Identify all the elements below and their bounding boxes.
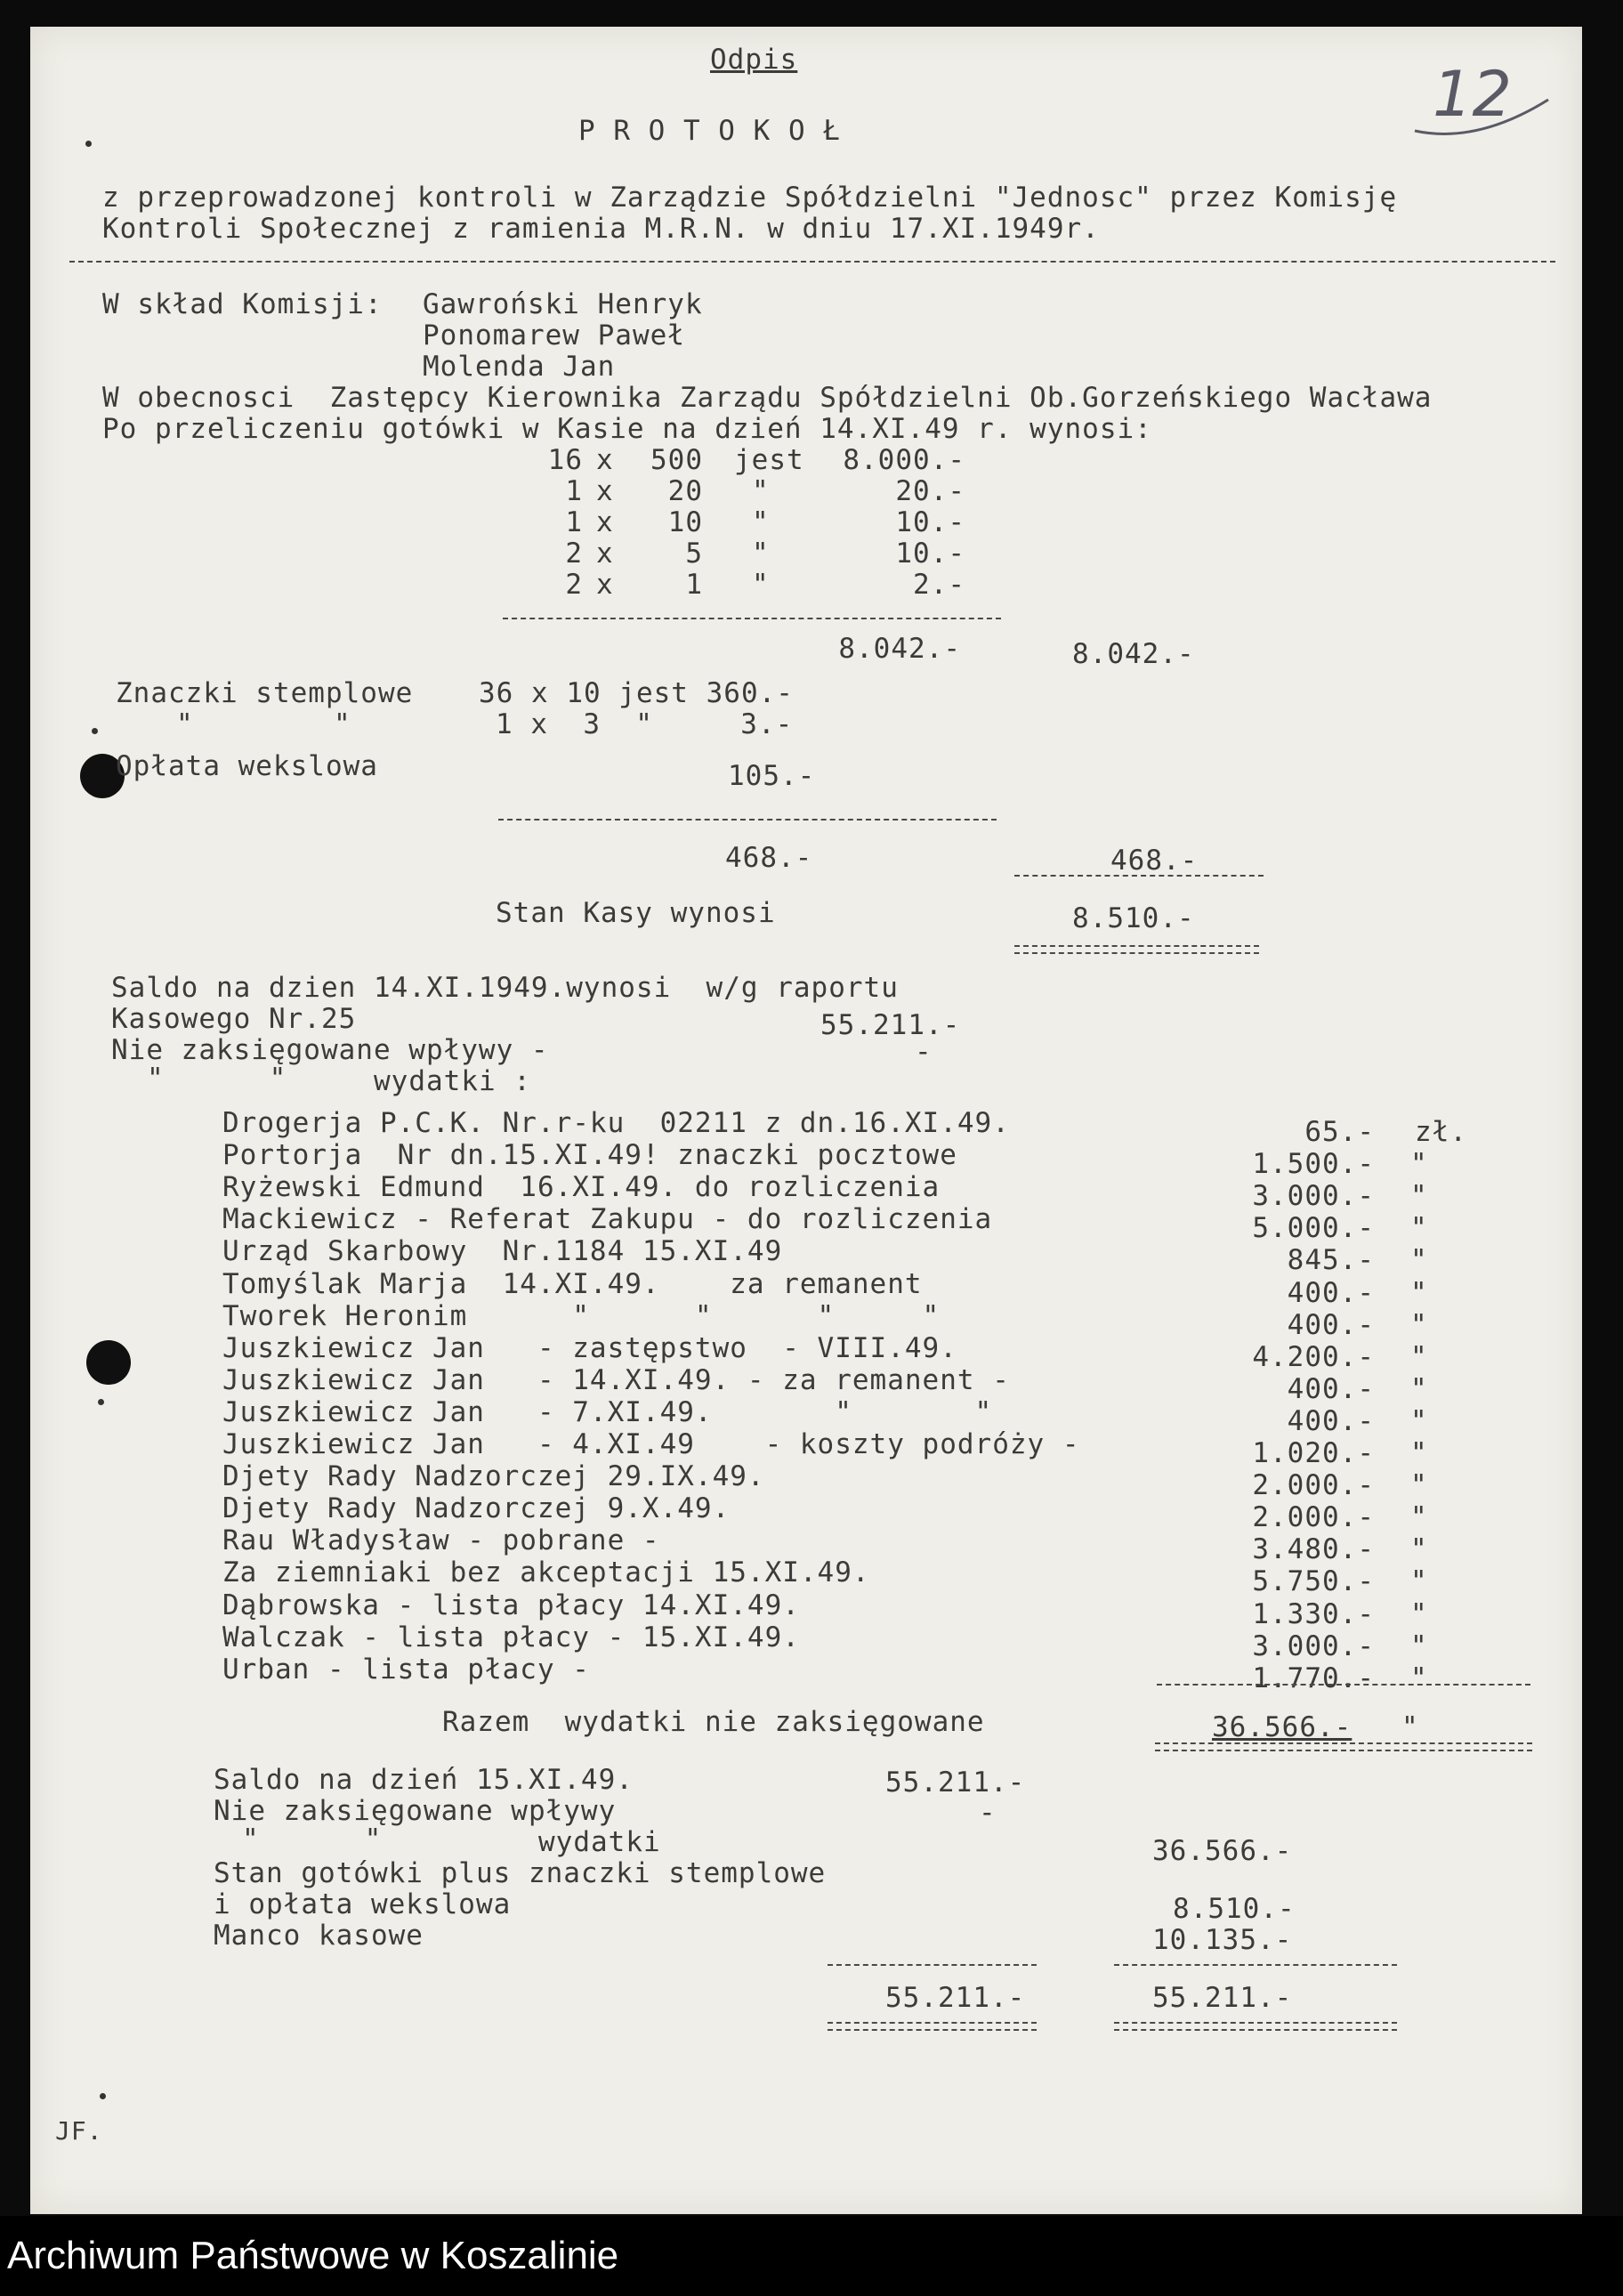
summary-line-1-amount: 55.211.- bbox=[885, 1766, 1026, 1799]
summary-line-6: Manco kasowe bbox=[214, 1920, 424, 1952]
expense-unit: " bbox=[1410, 1309, 1428, 1341]
cash-qty: 1 bbox=[565, 506, 583, 538]
expense-description: Walczak - lista płacy - 15.XI.49. bbox=[222, 1621, 800, 1653]
expenses-total-double-rule bbox=[1155, 1742, 1532, 1751]
summary-line-2-dash: - bbox=[979, 1797, 997, 1829]
expense-description: Mackiewicz - Referat Zakupu - do rozliczenia bbox=[222, 1203, 993, 1235]
expense-unit: " bbox=[1410, 1501, 1428, 1533]
summary-total-left: 55.211.- bbox=[885, 1982, 1026, 2014]
cash-amount: 10.- bbox=[895, 506, 965, 538]
subtitle-line-2: Kontroli Społecznej z ramienia M.R.N. w dniu 17.XI.1949r. bbox=[102, 213, 1100, 245]
cash-word: " bbox=[752, 538, 770, 570]
summary-rule-right bbox=[1114, 1964, 1397, 1966]
stamps-label: Znaczki stemplowe bbox=[116, 677, 414, 709]
fee-label: Opłata wekslowa bbox=[116, 750, 378, 782]
expense-amount: 2.000.- bbox=[1252, 1501, 1375, 1533]
expense-unit: " bbox=[1410, 1180, 1428, 1212]
expense-unit: " bbox=[1410, 1277, 1428, 1309]
committee-label: W skład Komisji: bbox=[102, 288, 383, 320]
expense-amount: 400.- bbox=[1287, 1277, 1375, 1309]
committee-member: Gawroński Henryk bbox=[423, 288, 703, 320]
count-line: Po przeliczeniu gotówki w Kasie na dzień 14.XI.49 r. wynosi: bbox=[102, 413, 1152, 445]
expense-unit: " bbox=[1410, 1212, 1428, 1244]
ink-mark bbox=[85, 141, 92, 147]
expense-description: Juszkiewicz Jan - zastępstwo - VIII.49. bbox=[222, 1332, 957, 1364]
expense-description: Juszkiewicz Jan - 7.XI.49. " " bbox=[222, 1396, 993, 1428]
expense-amount: 400.- bbox=[1287, 1373, 1375, 1405]
expense-amount: 4.200.- bbox=[1252, 1341, 1375, 1373]
expense-description: Drogerja P.C.K. Nr.r-ku 02211 z dn.16.XI.49. bbox=[222, 1107, 1010, 1139]
stamps-subtotal-carried: 468.- bbox=[1110, 845, 1199, 877]
expense-amount: 2.000.- bbox=[1252, 1469, 1375, 1501]
cash-denom: 5 bbox=[685, 538, 703, 570]
committee-member: Ponomarew Paweł bbox=[423, 319, 685, 352]
expense-unit: " bbox=[1410, 1341, 1428, 1373]
ink-mark bbox=[100, 2093, 106, 2099]
cash-word: " bbox=[752, 569, 770, 601]
summary-line-3-amount: 36.566.- bbox=[1152, 1835, 1293, 1867]
cash-word: jest bbox=[734, 444, 804, 476]
cash-amount: 20.- bbox=[895, 475, 965, 507]
summary-line-5-amount: 8.510.- bbox=[1173, 1893, 1296, 1925]
expense-amount: 1.020.- bbox=[1252, 1437, 1375, 1469]
expense-amount: 1.500.- bbox=[1252, 1148, 1375, 1180]
summary-total-right: 55.211.- bbox=[1152, 1982, 1293, 2014]
expense-amount: 3.480.- bbox=[1252, 1533, 1375, 1565]
summary-line-2: Nie zaksięgowane wpływy bbox=[214, 1795, 617, 1827]
initials: JF. bbox=[55, 2116, 103, 2146]
document-title: P R O T O K O Ł bbox=[578, 115, 841, 147]
expense-unit: " bbox=[1410, 1244, 1428, 1276]
times-sign: x bbox=[596, 475, 614, 507]
summary-double-rule-right bbox=[1114, 2022, 1397, 2031]
expense-unit: " bbox=[1410, 1148, 1428, 1180]
expense-description: Tworek Heronim " " " " bbox=[222, 1300, 941, 1332]
cash-amount: 8.000.- bbox=[843, 444, 965, 476]
summary-double-rule-left bbox=[828, 2022, 1037, 2031]
summary-rule-left bbox=[828, 1964, 1037, 1966]
balance-line-4: wydatki : bbox=[374, 1065, 531, 1097]
cash-amount: 10.- bbox=[895, 538, 965, 570]
expense-description: Djety Rady Nadzorczej 29.IX.49. bbox=[222, 1460, 765, 1492]
times-sign: x bbox=[596, 506, 614, 538]
committee-member: Molenda Jan bbox=[423, 351, 616, 383]
stamps-row-2: 1 x 3 " 3.- bbox=[496, 708, 794, 740]
cash-word: " bbox=[752, 475, 770, 507]
stamps-subtotal: 468.- bbox=[725, 842, 813, 874]
expense-amount: 3.000.- bbox=[1252, 1630, 1375, 1662]
expense-unit: zł. bbox=[1415, 1116, 1467, 1148]
cash-amount: 2.- bbox=[913, 569, 965, 601]
subtitle-line-1: z przeprowadzonej kontroli w Zarządzie Spółdzielni "Jednosc" przez Komisję bbox=[102, 182, 1398, 214]
expense-description: Rau Władysław - pobrane - bbox=[222, 1524, 660, 1556]
expense-description: Urban - lista płacy - bbox=[222, 1653, 590, 1686]
times-sign: x bbox=[596, 538, 614, 570]
cash-subtotal: 8.042.- bbox=[838, 633, 961, 665]
expense-unit: " bbox=[1410, 1662, 1428, 1694]
cash-state-double-rule bbox=[1014, 945, 1259, 954]
expense-description: Urząd Skarbowy Nr.1184 15.XI.49 bbox=[222, 1235, 783, 1267]
summary-line-5: i opłata wekslowa bbox=[214, 1888, 512, 1920]
balance-line-2-amount: 55.211.- bbox=[820, 1009, 961, 1041]
expense-unit: " bbox=[1410, 1630, 1428, 1662]
expense-unit: " bbox=[1410, 1437, 1428, 1469]
expense-description: Dąbrowska - lista płacy 14.XI.49. bbox=[222, 1589, 800, 1621]
handwritten-page-number bbox=[1406, 46, 1557, 144]
balance-line-2: Kasowego Nr.25 bbox=[111, 1003, 357, 1035]
expense-amount: 400.- bbox=[1287, 1405, 1375, 1437]
summary-line-1: Saldo na dzień 15.XI.49. bbox=[214, 1764, 634, 1796]
expense-description: Portorja Nr dn.15.XI.49! znaczki pocztowe bbox=[222, 1139, 957, 1171]
expense-description: Juszkiewicz Jan - 14.XI.49. - za remanent - bbox=[222, 1364, 1010, 1396]
cash-state-amount: 8.510.- bbox=[1072, 902, 1195, 934]
expense-unit: " bbox=[1410, 1533, 1428, 1565]
expenses-rule bbox=[1157, 1684, 1530, 1686]
expense-unit: " bbox=[1410, 1565, 1428, 1597]
cash-word: " bbox=[752, 506, 770, 538]
cash-state-label: Stan Kasy wynosi bbox=[496, 897, 776, 929]
svg-text:12: 12 bbox=[1433, 58, 1513, 131]
expense-amount: 1.330.- bbox=[1252, 1598, 1375, 1630]
expense-unit: " bbox=[1410, 1469, 1428, 1501]
expense-amount: 845.- bbox=[1287, 1244, 1375, 1276]
stamps-carried-rule bbox=[1014, 875, 1264, 877]
summary-line-6-amount: 10.135.- bbox=[1152, 1924, 1293, 1956]
times-sign: x bbox=[596, 444, 614, 476]
balance-line-3: Nie zaksięgowane wpływy - bbox=[111, 1034, 549, 1066]
stamps-row-1: 36 x 10 jest 360.- bbox=[479, 677, 794, 709]
balance-ditto: " " bbox=[147, 1063, 287, 1095]
balance-line-3-dash: - bbox=[915, 1036, 933, 1068]
summary-line-3: wydatki bbox=[538, 1826, 661, 1858]
expense-unit: " bbox=[1410, 1405, 1428, 1437]
archive-footer: Archiwum Państwowe w Koszalinie bbox=[0, 2216, 1623, 2296]
balance-line-1: Saldo na dzien 14.XI.1949.wynosi w/g raportu bbox=[111, 972, 899, 1004]
header-rule bbox=[69, 261, 1555, 263]
expense-description: Za ziemniaki bez akceptacji 15.XI.49. bbox=[222, 1556, 870, 1589]
expense-amount: 1.770.- bbox=[1252, 1662, 1375, 1694]
presence-line: W obecnosci Zastępcy Kierownika Zarządu Spółdzielni Ob.Gorzeńskiego Wacława bbox=[102, 382, 1433, 414]
expense-description: Tomyślak Marja 14.XI.49. za remanent bbox=[222, 1268, 923, 1300]
cash-denom: 20 bbox=[667, 475, 703, 507]
cash-denom: 10 bbox=[667, 506, 703, 538]
summary-line-4: Stan gotówki plus znaczki stemplowe bbox=[214, 1857, 827, 1889]
expenses-total-unit: " bbox=[1401, 1711, 1419, 1743]
ink-mark bbox=[98, 1399, 104, 1405]
cash-denom: 500 bbox=[650, 444, 703, 476]
expenses-total-label: Razem wydatki nie zaksięgowane bbox=[442, 1706, 985, 1738]
expense-amount: 5.000.- bbox=[1252, 1212, 1375, 1244]
expense-amount: 65.- bbox=[1304, 1116, 1375, 1148]
cash-subtotal-carried: 8.042.- bbox=[1072, 638, 1195, 670]
stamps-ditto: " " bbox=[176, 708, 351, 740]
cash-qty: 2 bbox=[565, 569, 583, 601]
expenses-total-amount: 36.566.- bbox=[1212, 1711, 1352, 1743]
cash-denom: 1 bbox=[685, 569, 703, 601]
punch-hole-bottom bbox=[86, 1340, 131, 1385]
expense-unit: " bbox=[1410, 1598, 1428, 1630]
summary-ditto: " " bbox=[242, 1823, 383, 1855]
cash-rule bbox=[503, 618, 1001, 619]
cash-qty: 2 bbox=[565, 538, 583, 570]
odpis-label: Odpis bbox=[710, 44, 798, 76]
expense-description: Ryżewski Edmund 16.XI.49. do rozliczenia bbox=[222, 1171, 941, 1203]
expense-amount: 5.750.- bbox=[1252, 1565, 1375, 1597]
ink-mark bbox=[92, 728, 98, 734]
stamps-rule bbox=[498, 819, 997, 821]
expense-description: Juszkiewicz Jan - 4.XI.49 - koszty podróży - bbox=[222, 1428, 1080, 1460]
cash-qty: 16 bbox=[547, 444, 583, 476]
cash-qty: 1 bbox=[565, 475, 583, 507]
expense-amount: 3.000.- bbox=[1252, 1180, 1375, 1212]
expense-amount: 400.- bbox=[1287, 1309, 1375, 1341]
expense-unit: " bbox=[1410, 1373, 1428, 1405]
times-sign: x bbox=[596, 569, 614, 601]
fee-amount: 105.- bbox=[728, 760, 816, 792]
expense-description: Djety Rady Nadzorczej 9.X.49. bbox=[222, 1492, 731, 1524]
